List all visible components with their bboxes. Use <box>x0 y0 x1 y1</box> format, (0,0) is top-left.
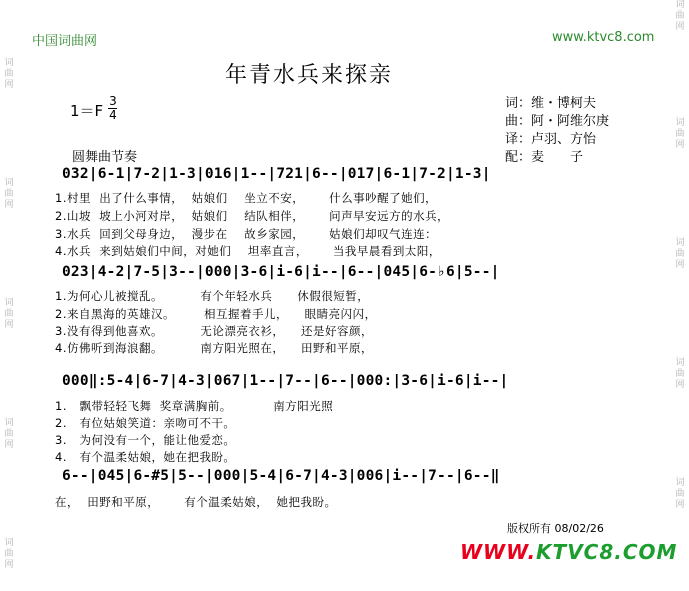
site-logo[interactable] <box>460 540 677 564</box>
watermark-text: 词曲网 <box>675 118 685 150</box>
left-watermark-column <box>2 0 16 591</box>
lyric-line: 4. 有个温柔姑娘，她在把我盼。 <box>55 450 236 464</box>
time-sig-bottom: 4 <box>109 108 117 122</box>
lyric-line: 3.没有得到他喜欢。 无论漂亮衣衫， 还是好容颜， <box>55 324 373 338</box>
time-signature <box>108 96 118 121</box>
watermark-text: 词曲网 <box>4 298 14 330</box>
right-watermark-column <box>673 0 687 591</box>
watermark-text: 词曲网 <box>675 0 685 32</box>
watermark-text: 词曲网 <box>4 178 14 210</box>
lyric-line: 4.水兵 来到姑娘们中间，对她们 坦率直言， 当我早晨看到太阳， <box>55 244 441 258</box>
notation-line-2: 023|4-2|7-5|3--|000|3-6|i-6|i--|6--|045|6-♭6|5--| <box>62 264 500 280</box>
lyric-line: 3. 为何没有一个，能让他爱恋。 <box>55 433 236 447</box>
site-url-right[interactable]: www.ktvc8.com <box>552 30 655 45</box>
watermark-text: 词曲网 <box>4 538 14 570</box>
watermark-text: 词曲网 <box>4 58 14 90</box>
site-name-left[interactable]: 中国词曲网 <box>32 34 98 49</box>
lyric-line: 1. 飘带轻轻飞舞 奖章满胸前。 南方阳光照 <box>55 399 334 413</box>
lyric-line: 3.水兵 回到父母身边， 漫步在 故乡家园， 姑娘们却叹气连连： <box>55 227 438 241</box>
lyric-line: 2.来自黑海的英雄汉。 相互握着手儿， 眼睛亮闪闪， <box>55 307 377 321</box>
lyric-line: 1.村里 出了什么事情， 姑娘们 坐立不安， 什么事吵醒了她们， <box>55 191 438 205</box>
logo-domain: KTVC8.COM <box>536 540 678 564</box>
tempo-style: 圆舞曲节奏 <box>72 150 138 165</box>
watermark-text: 词曲网 <box>675 478 685 510</box>
logo-www: WWW. <box>460 540 537 564</box>
watermark-text: 词曲网 <box>4 418 14 450</box>
lyric-line: 在， 田野和平原， 有个温柔姑娘， 她把我盼。 <box>55 495 337 509</box>
lyric-line: 2. 有位姑娘笑道：亲吻可不干。 <box>55 416 236 430</box>
lyric-line: 1.为何心儿被搅乱。 有个年轻水兵 休假很短暂， <box>55 289 370 303</box>
arranger-credit: 配：麦 子 <box>505 150 584 165</box>
song-title: 年青水兵来探亲 <box>225 63 394 88</box>
lyric-line: 4.仿佛听到海浪翻。 南方阳光照在， 田野和平原， <box>55 341 373 355</box>
lyric-line: 2.山坡 坡上小河对岸， 姑娘们 结队相伴， 问声早安远方的水兵， <box>55 209 450 223</box>
time-sig-top: 3 <box>109 94 117 108</box>
notation-line-1: 032|6-1|7-2|1-3|016|1--|721|6--|017|6-1|7-2|1-3| <box>62 166 491 182</box>
copyright-notice: 版权所有 08/02/26 <box>507 522 604 535</box>
lyricist-credit: 词：维・博柯夫 <box>505 96 597 111</box>
watermark-text: 词曲网 <box>675 358 685 390</box>
composer-credit: 曲：阿・阿维尔庚 <box>505 114 610 129</box>
notation-line-3: 000‖:5-4|6-7|4-3|067|1--|7--|6--|000:|3-6|i-6|i--| <box>62 373 509 389</box>
notation-line-4: 6--|045|6-#5|5--|000|5-4|6-7|4-3|006|i--|7--|6--‖ <box>62 468 500 484</box>
watermark-text: 词曲网 <box>675 238 685 270</box>
key-signature: 1＝F <box>70 102 104 120</box>
translator-credit: 译：卢羽、方怡 <box>505 132 597 147</box>
